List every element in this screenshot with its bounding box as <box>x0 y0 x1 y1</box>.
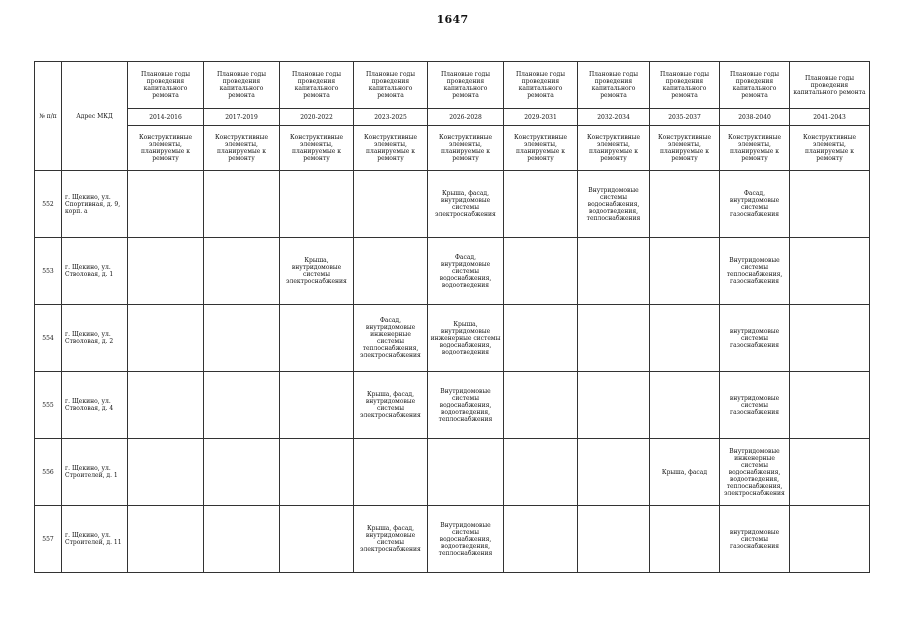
repair-elements-cell <box>650 372 720 439</box>
repair-elements-cell <box>204 305 280 372</box>
row-number: 552 <box>35 171 62 238</box>
column-header-period: 2014-2016 <box>128 109 204 126</box>
repair-elements-cell <box>280 305 354 372</box>
repair-elements-cell <box>504 305 578 372</box>
repair-elements-cell <box>428 439 504 506</box>
repair-elements-cell <box>650 305 720 372</box>
column-header-elements: Конструктивные элементы, планируемые к ремонту <box>354 126 428 171</box>
table-row <box>35 305 870 372</box>
column-header-title: Плановые годы проведения капитального ремонта <box>280 62 354 109</box>
repair-elements-cell <box>504 506 578 573</box>
column-header-period: 2029-2031 <box>504 109 578 126</box>
repair-elements-cell <box>354 439 428 506</box>
repair-elements-cell <box>578 506 650 573</box>
repair-elements-cell <box>578 238 650 305</box>
repair-elements-cell: Фасад, внутридомовые системы водоснабжения, водоотведения <box>428 238 504 305</box>
repair-elements-cell <box>354 171 428 238</box>
row-address: г. Щекино, ул. Стволовая, д. 4 <box>62 372 128 439</box>
repair-elements-cell <box>128 439 204 506</box>
column-header-elements: Конструктивные элементы, планируемые к ремонту <box>204 126 280 171</box>
column-header-elements: Конструктивные элементы, планируемые к ремонту <box>280 126 354 171</box>
column-header-elements: Конструктивные элементы, планируемые к ремонту <box>790 126 870 171</box>
repair-elements-cell <box>790 171 870 238</box>
repair-elements-cell <box>354 238 428 305</box>
column-header-number: № п/п <box>35 62 62 171</box>
table-row <box>35 238 870 305</box>
repair-elements-cell <box>128 171 204 238</box>
repair-elements-cell <box>204 171 280 238</box>
repair-elements-cell <box>790 305 870 372</box>
repair-elements-cell <box>204 238 280 305</box>
repair-elements-cell <box>280 506 354 573</box>
repair-elements-cell <box>280 171 354 238</box>
repair-elements-cell <box>204 506 280 573</box>
column-header-period: 2035-2037 <box>650 109 720 126</box>
repair-elements-cell: Крыша, внутридомовые инженерные системы водоснабжения, водоотведения <box>428 305 504 372</box>
column-header-elements: Конструктивные элементы, планируемые к ремонту <box>428 126 504 171</box>
repair-elements-cell <box>504 439 578 506</box>
column-header-title: Плановые годы проведения капитального ремонта <box>128 62 204 109</box>
row-address: г. Щекино, ул. Строителей, д. 1 <box>62 439 128 506</box>
repair-elements-cell <box>790 439 870 506</box>
table-row <box>35 171 870 238</box>
column-header-elements: Конструктивные элементы, планируемые к ремонту <box>128 126 204 171</box>
column-header-elements: Конструктивные элементы, планируемые к ремонту <box>578 126 650 171</box>
repair-elements-cell <box>650 171 720 238</box>
repair-elements-cell: Фасад, внутридомовые инженерные системы теплоснабжения, электроснабжения <box>354 305 428 372</box>
repair-elements-cell: Внутридомовые системы водоснабжения, водоотведения, теплоснабжения <box>578 171 650 238</box>
repair-elements-cell <box>578 372 650 439</box>
repair-elements-cell: Внутридомовые системы водоснабжения, водоотведения, теплоснабжения <box>428 506 504 573</box>
repair-elements-cell <box>790 238 870 305</box>
capital-repair-plan-table <box>34 61 870 573</box>
column-header-title: Плановые годы проведения капитального ремонта <box>650 62 720 109</box>
table-row <box>35 506 870 573</box>
repair-elements-cell: Крыша, фасад <box>650 439 720 506</box>
row-number: 556 <box>35 439 62 506</box>
repair-elements-cell: внутридомовые системы газоснабжения <box>720 506 790 573</box>
row-number: 557 <box>35 506 62 573</box>
repair-elements-cell <box>504 171 578 238</box>
repair-elements-cell: внутридомовые системы газоснабжения <box>720 372 790 439</box>
repair-elements-cell: Крыша, фасад, внутридомовые системы электроснабжения <box>428 171 504 238</box>
repair-elements-cell <box>204 372 280 439</box>
repair-elements-cell <box>504 372 578 439</box>
column-header-title: Плановые годы проведения капитального ремонта <box>720 62 790 109</box>
column-header-address: Адрес МКД <box>62 62 128 171</box>
column-header-period: 2032-2034 <box>578 109 650 126</box>
repair-elements-cell <box>128 305 204 372</box>
repair-elements-cell <box>280 439 354 506</box>
column-header-elements: Конструктивные элементы, планируемые к ремонту <box>650 126 720 171</box>
column-header-elements: Конструктивные элементы, планируемые к ремонту <box>720 126 790 171</box>
repair-elements-cell <box>128 238 204 305</box>
row-address: г. Щекино, ул. Стволовая, д. 1 <box>62 238 128 305</box>
column-header-title: Плановые годы проведения капитального ремонта <box>428 62 504 109</box>
repair-elements-cell <box>504 238 578 305</box>
repair-elements-cell: Внутридомовые системы водоснабжения, водоотведения, теплоснабжения <box>428 372 504 439</box>
row-address: г. Щекино, ул. Стволовая, д. 2 <box>62 305 128 372</box>
repair-elements-cell: Крыша, фасад, внутридомовые системы электроснабжения <box>354 506 428 573</box>
repair-elements-cell: внутридомовые системы газоснабжения <box>720 305 790 372</box>
column-header-title: Плановые годы проведения капитального ремонта <box>790 62 870 109</box>
column-header-title: Плановые годы проведения капитального ремонта <box>354 62 428 109</box>
repair-elements-cell: Фасад, внутридомовые системы газоснабжения <box>720 171 790 238</box>
row-number: 555 <box>35 372 62 439</box>
column-header-title: Плановые годы проведения капитального ремонта <box>578 62 650 109</box>
column-header-period: 2020-2022 <box>280 109 354 126</box>
column-header-period: 2017-2019 <box>204 109 280 126</box>
table-row <box>35 372 870 439</box>
row-address: г. Щекино, ул. Строителей, д. 11 <box>62 506 128 573</box>
row-number: 554 <box>35 305 62 372</box>
repair-elements-cell: Внутридомовые системы теплоснабжения, газоснабжения <box>720 238 790 305</box>
repair-elements-cell: Внутридомовые инженерные системы водоснабжения, водоотведения, теплоснабжения, электроснабжения <box>720 439 790 506</box>
repair-elements-cell <box>650 238 720 305</box>
row-address: г. Щекино, ул. Спортивная, д. 9, корп. а <box>62 171 128 238</box>
repair-elements-cell: Крыша, внутридомовые системы электроснабжения <box>280 238 354 305</box>
repair-elements-cell <box>128 372 204 439</box>
page-number: 1647 <box>436 13 469 26</box>
column-header-period: 2026-2028 <box>428 109 504 126</box>
column-header-period: 2041-2043 <box>790 109 870 126</box>
column-header-period: 2038-2040 <box>720 109 790 126</box>
repair-elements-cell <box>204 439 280 506</box>
repair-elements-cell: Крыша, фасад, внутридомовые системы электроснабжения <box>354 372 428 439</box>
column-header-title: Плановые годы проведения капитального ремонта <box>204 62 280 109</box>
row-number: 553 <box>35 238 62 305</box>
repair-elements-cell <box>280 372 354 439</box>
repair-elements-cell <box>790 506 870 573</box>
repair-elements-cell <box>650 506 720 573</box>
repair-elements-cell <box>578 439 650 506</box>
column-header-period: 2023-2025 <box>354 109 428 126</box>
repair-elements-cell <box>790 372 870 439</box>
table-row <box>35 439 870 506</box>
column-header-elements: Конструктивные элементы, планируемые к ремонту <box>504 126 578 171</box>
repair-elements-cell <box>578 305 650 372</box>
repair-elements-cell <box>128 506 204 573</box>
column-header-title: Плановые годы проведения капитального ремонта <box>504 62 578 109</box>
